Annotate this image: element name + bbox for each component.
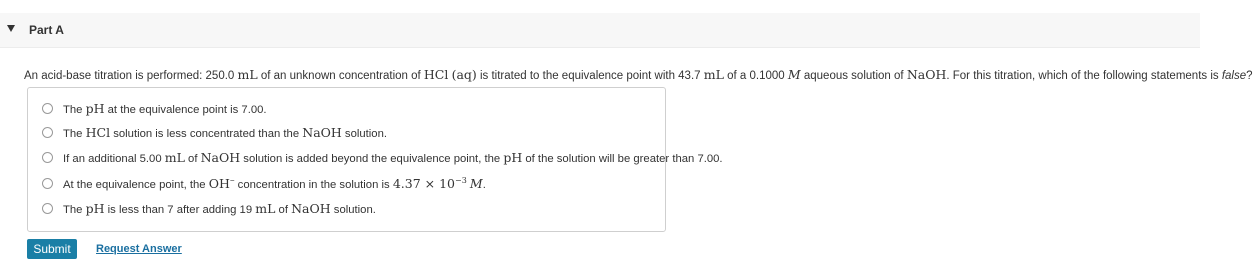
option-3[interactable] (42, 147, 723, 167)
option-5[interactable] (42, 198, 376, 218)
radio-button[interactable] (42, 152, 53, 163)
question-text: An acid-base titration is performed: 250.0 mL of an unknown concentration of HCl (aq) is titrated to the equivalence point with 43.7 mL of a 0.1000 M aqueous solution of NaOH. For this titration, which of the following statements is false? (24, 67, 1253, 82)
option-label: If an additional 5.00 mL of NaOH solution is added beyond the equivalence point, the pH of the solution will be greater than 7.00. (63, 149, 723, 165)
option-label: The pH is less than 7 after adding 19 mL of NaOH solution. (63, 200, 376, 216)
option-label: At the equivalence point, the OH− concentration in the solution is $4.37 \times 10^{-3}$ M. (63, 175, 486, 191)
collapse-triangle-icon[interactable] (7, 25, 15, 32)
option-label: The pH at the equivalence point is 7.00. (63, 100, 267, 116)
radio-button[interactable] (42, 103, 53, 114)
answer-options (27, 87, 723, 232)
request-answer-link[interactable]: Request Answer (96, 243, 182, 255)
radio-button[interactable] (42, 127, 53, 138)
radio-button[interactable] (42, 178, 53, 189)
option-label: The HCl solution is less concentrated than the NaOH solution. (63, 124, 388, 140)
radio-button[interactable] (42, 203, 53, 214)
submit-button[interactable]: Submit (27, 239, 77, 259)
part-header[interactable] (0, 13, 1200, 48)
part-title: Part A (29, 23, 64, 37)
option-4[interactable] (42, 173, 486, 193)
top-border (0, 0, 1200, 14)
option-2[interactable] (42, 122, 387, 142)
option-1[interactable] (42, 98, 267, 118)
